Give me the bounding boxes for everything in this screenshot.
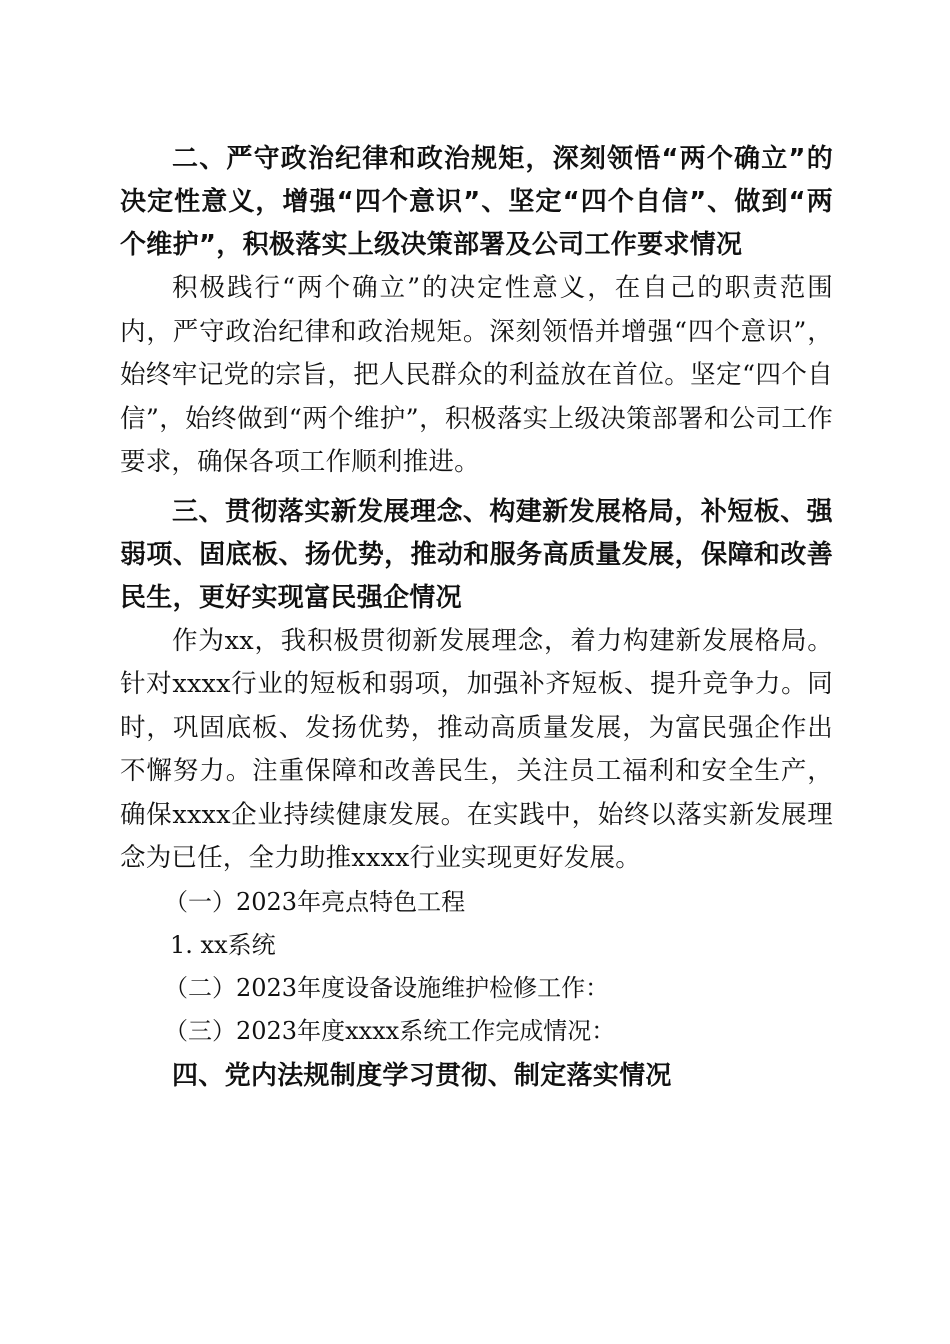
section-2-body: 积极践行“两个确立”的决定性意义，在自己的职责范围内，严守政治纪律和政治规矩。深刻领悟并增强“四个意识”，始终牢记党的宗旨，把人民群众的利益放在首位。坚定“四个自信”，始终做到“两个维护”，积极落实上级决策部署和公司工作要求，确保各项工作顺利推进。 (120, 273, 833, 477)
section-3-subheading-2: （二）2023年度设备设施维护检修工作： (164, 973, 610, 1002)
section-3-list-item-1: 1. xx系统 (170, 930, 276, 959)
section-3-subheading-3: （三）2023年度xxxx系统工作完成情况： (164, 1016, 616, 1045)
section-3-body: 作为xx，我积极贯彻新发展理念，着力构建新发展格局。针对xxxx行业的短板和弱项，加强补齐短板、提升竞争力。同时，巩固底板、发扬优势，推动高质量发展，为富民强企作出不懈努力。注重保障和改善民生，关注员工福利和安全生产，确保xxxx企业持续健康发展。在实践中，始终以落实新发展理念为已任，全力助推xxxx行业实现更好发展。 (120, 625, 833, 873)
section-3-heading: 三、贯彻落实新发展理念、构建新发展格局，补短板、强弱项、固底板、扬优势，推动和服务高质量发展，保障和改善民生，更好实现富民强企情况 (120, 496, 833, 613)
section-2-heading: 二、严守政治纪律和政治规矩，深刻领悟“两个确立”的决定性意义，增强“四个意识”、坚定“四个自信”、做到“两个维护”，积极落实上级决策部署及公司工作要求情况 (120, 144, 833, 260)
section-4-heading: 四、党内法规制度学习贯彻、制定落实情况 (172, 1060, 672, 1091)
document-page (120, 138, 833, 1098)
section-3-subheading-1: （一）2023年亮点特色工程 (164, 887, 466, 916)
